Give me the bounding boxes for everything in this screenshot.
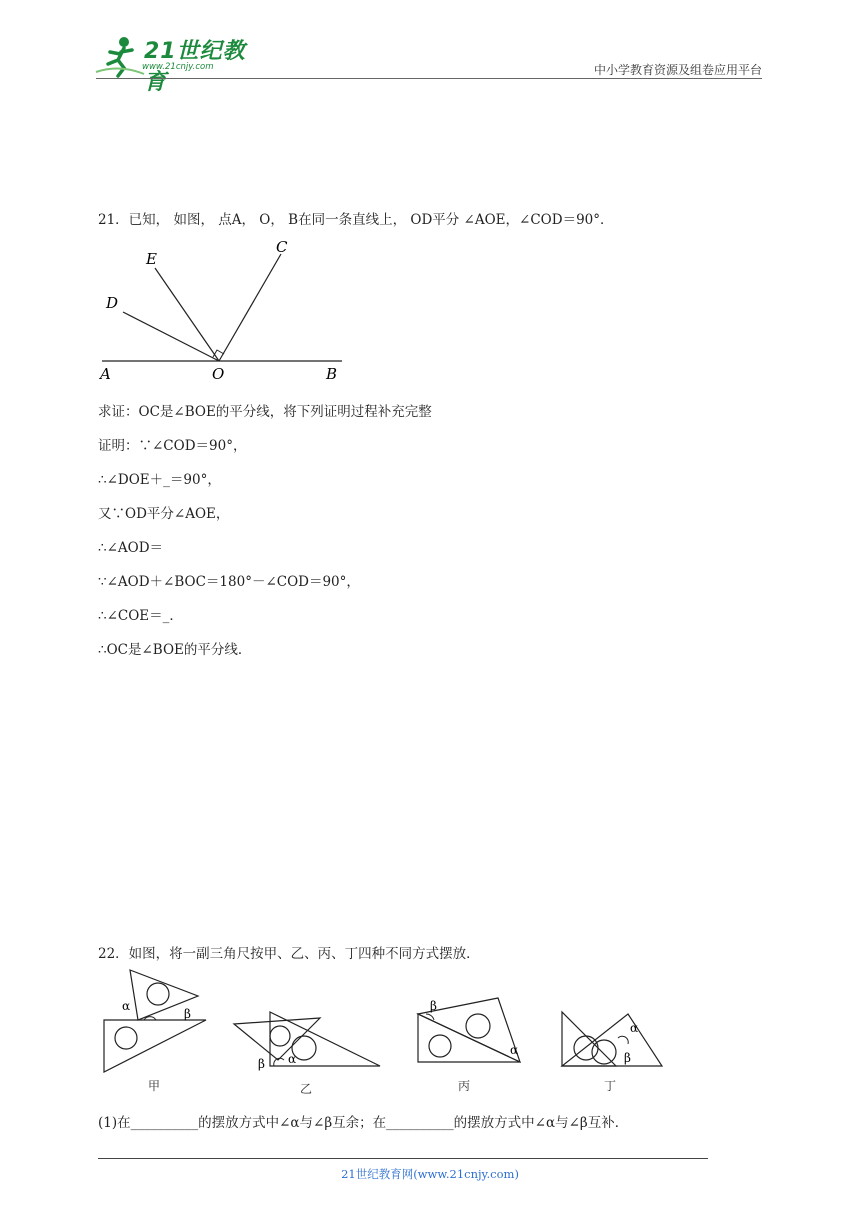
- caption-ding: 丁: [604, 1079, 617, 1093]
- caption-jia: 甲: [148, 1079, 161, 1093]
- q21-line-2: 证明：∵∠COD＝90°，: [98, 438, 247, 454]
- ding-alpha: α: [630, 1021, 639, 1035]
- label-c: C: [276, 238, 288, 256]
- q21-line-8: ∴OC是∠BOE的平分线．: [98, 642, 252, 658]
- jia-alpha: α: [122, 999, 131, 1013]
- q21-stem: 21．已知， 如图， 点A， O， B在同一条直线上， OD平分 ∠AOE，∠COD＝90°．: [98, 212, 614, 228]
- q22-figure-ding: [558, 1008, 668, 1068]
- label-a: A: [100, 365, 111, 383]
- jia-beta: β: [184, 1007, 191, 1021]
- footer-divider: [98, 1158, 708, 1159]
- q21-line-5: ∴∠AOD＝: [98, 540, 164, 556]
- q22-figure-yi: [232, 1008, 384, 1074]
- q21-figure: [96, 234, 356, 384]
- ding-beta: β: [624, 1051, 631, 1065]
- runner-icon: [94, 34, 146, 78]
- caption-bing: 丙: [458, 1079, 471, 1093]
- yi-alpha: α: [288, 1052, 297, 1066]
- site-logo: [94, 34, 264, 95]
- q21-line-6: ∵∠AOD＋∠BOC＝180°－∠COD＝90°，: [98, 574, 360, 590]
- label-e: E: [146, 250, 157, 268]
- q21-line-3: ∴∠DOE＋_＝90°，: [98, 472, 221, 488]
- label-o: O: [212, 365, 225, 383]
- bing-alpha: α: [510, 1043, 519, 1057]
- q22-part1: (1)在__________的摆放方式中∠α与∠β互余；在__________的摆放方式中∠α与∠β互补．: [98, 1115, 629, 1131]
- q21-line-4: 又∵OD平分∠AOE，: [98, 506, 230, 522]
- logo-text: 21世纪教育: [144, 39, 246, 95]
- yi-beta: β: [258, 1057, 265, 1071]
- q21-line-1: 求证：OC是∠BOE的平分线，将下列证明过程补充完整: [98, 404, 432, 420]
- label-d: D: [106, 294, 119, 312]
- header-divider: [96, 78, 762, 79]
- logo-url: www.21cnjy.com: [142, 62, 214, 72]
- q22-stem: 22．如图，将一副三角尺按甲、乙、丙、丁四种不同方式摆放．: [98, 946, 480, 962]
- q22-figure-jia: [98, 966, 214, 1078]
- caption-yi: 乙: [300, 1082, 313, 1096]
- q22-figure-bing: [414, 994, 526, 1066]
- header-platform-text: 中小学教育资源及组卷应用平台: [593, 63, 762, 77]
- footer-link[interactable]: 21世纪教育网(www.21cnjy.com): [341, 1167, 519, 1181]
- q21-line-7: ∴∠COE＝_．: [98, 608, 183, 624]
- bing-beta: β: [430, 999, 437, 1013]
- label-b: B: [326, 365, 338, 383]
